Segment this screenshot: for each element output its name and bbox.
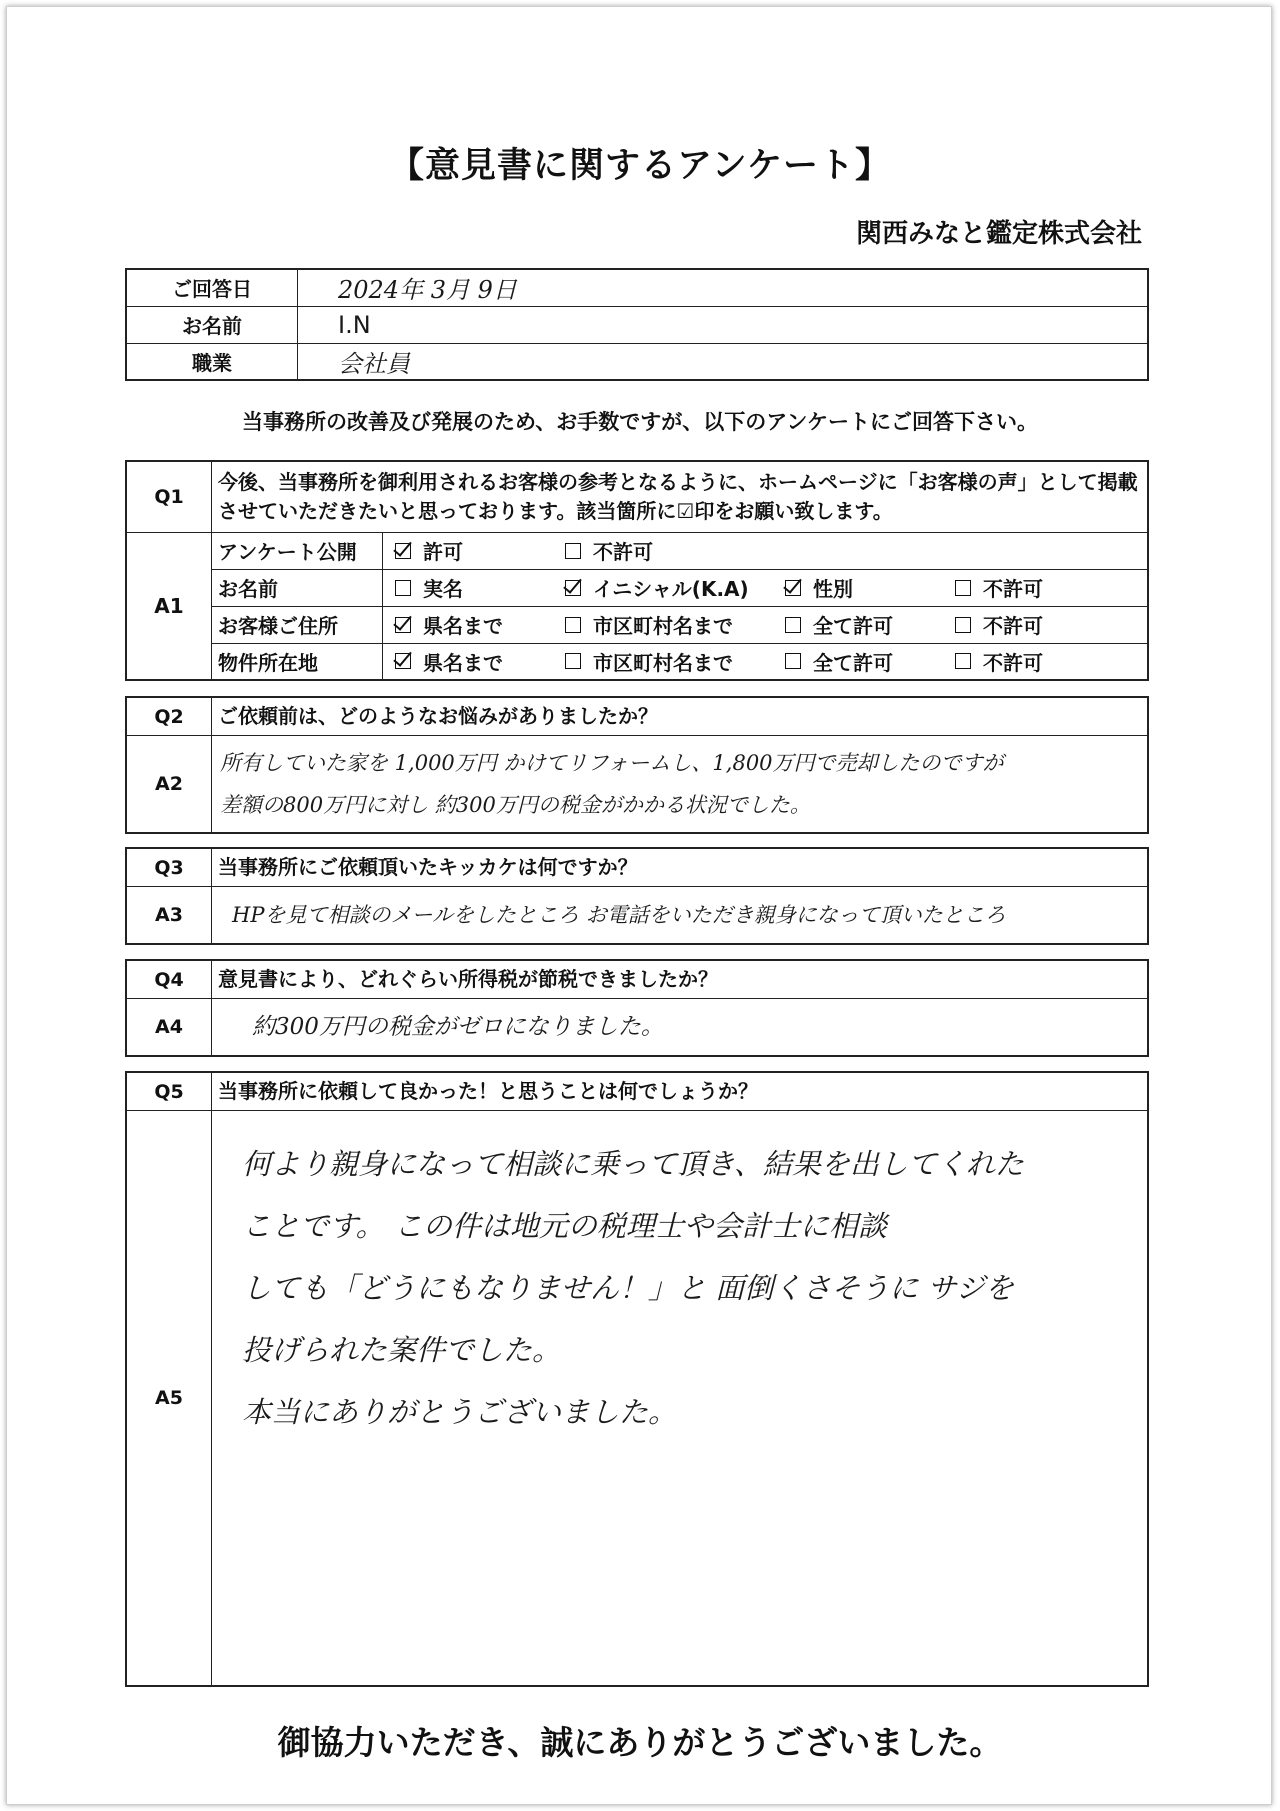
q2-question: ご依頼前は、どのようなお悩みがありましたか？ — [212, 697, 1149, 736]
q5-question: 当事務所に依頼して良かった！と思うことは何でしょうか？ — [212, 1072, 1149, 1111]
q2-table — [125, 696, 1149, 834]
a1-options: 県名まで 市区町村名まで 全て許可 不許可 — [383, 643, 1149, 680]
answer-line: 本当にありがとうございました。 — [242, 1395, 678, 1429]
date-value: 2024年 3月 9日 — [298, 269, 1149, 306]
respondent-info-table — [125, 268, 1149, 381]
q1-table — [125, 460, 1149, 681]
a1-row — [126, 532, 1148, 569]
answer-line: しても「どうにもなりません！」と 面倒くさそうに サジを — [242, 1271, 1014, 1305]
intro-text: 当事務所の改善及び発展のため、お手数ですが、以下のアンケートにご回答下さい。 — [242, 410, 1038, 434]
q5-label: Q5 — [126, 1072, 212, 1111]
a1-row — [126, 569, 1148, 606]
q1-question: 今後、当事務所を御利用されるお客様の参考となるように、ホームページに「お客様の声」として掲載させていただきたいと思っております。該当箇所に☑印をお願い致します。 — [212, 461, 1149, 532]
a1-options: 許可 不許可 — [383, 532, 1149, 569]
date-label: ご回答日 — [126, 269, 298, 306]
company-name: 関西みなと鑑定株式会社 — [855, 219, 1142, 249]
a1-category: アンケート公開 — [212, 532, 383, 569]
checkbox-checked-icon[interactable] — [565, 580, 581, 596]
checkbox-checked-icon[interactable] — [395, 653, 411, 669]
checkbox-icon[interactable] — [955, 580, 971, 596]
a2-label: A2 — [126, 736, 212, 834]
a2-answer — [212, 736, 1149, 834]
a1-category: お名前 — [212, 569, 383, 606]
answer-line: 差額の800万円に対し 約300万円の税金がかかる状況でした。 — [220, 793, 811, 817]
q1-label: Q1 — [126, 461, 212, 532]
a3-label: A3 — [126, 887, 212, 945]
checkbox-checked-icon[interactable] — [785, 580, 801, 596]
answer-line: ことです。 この件は地元の税理士や会計士に相談 — [242, 1209, 887, 1243]
name-value: I.N — [298, 306, 1149, 343]
a1-category: お客様ご住所 — [212, 606, 383, 643]
a1-options: 実名 イニシャル(K.A) 性別 不許可 — [383, 569, 1149, 606]
q3-label: Q3 — [126, 848, 212, 887]
q3-table — [125, 847, 1149, 945]
answer-line: 投げられた案件でした。 — [242, 1333, 562, 1367]
a5-answer — [212, 1111, 1149, 1686]
q5-table — [125, 1071, 1149, 1687]
a4-label: A4 — [126, 999, 212, 1057]
checkbox-checked-icon[interactable] — [395, 543, 411, 559]
answer-line: 所有していた家を 1,000万円 かけてリフォームし、1,800万円で売却したのですが — [220, 751, 1004, 775]
answer-line: 何より親身になって相談に乗って頂き、結果を出してくれた — [242, 1147, 1024, 1181]
a1-options: 県名まで 市区町村名まで 全て許可 不許可 — [383, 606, 1149, 643]
a1-row — [126, 643, 1148, 680]
a3-answer: HPを見て相談のメールをしたところ お電話をいただき親身になって頂いたところ — [212, 887, 1149, 945]
q4-question: 意見書により、どれぐらい所得税が節税できましたか？ — [212, 960, 1149, 999]
checkbox-checked-icon[interactable] — [395, 617, 411, 633]
a5-label: A5 — [126, 1111, 212, 1686]
checkbox-icon[interactable] — [565, 653, 581, 669]
checkbox-icon[interactable] — [565, 617, 581, 633]
q3-question: 当事務所にご依頼頂いたキッカケは何ですか？ — [212, 848, 1149, 887]
page-title: 【意見書に関するアンケート】 — [389, 146, 891, 186]
a1-category: 物件所在地 — [212, 643, 383, 680]
a1-label: A1 — [126, 532, 212, 680]
thank-you-footer: 御協力いただき、誠にありがとうございました。 — [277, 1723, 1003, 1762]
checkbox-icon[interactable] — [955, 653, 971, 669]
q4-table — [125, 959, 1149, 1057]
q2-label: Q2 — [126, 697, 212, 736]
job-value: 会社員 — [298, 343, 1149, 380]
checkbox-icon[interactable] — [785, 653, 801, 669]
job-label: 職業 — [126, 343, 298, 380]
checkbox-icon[interactable] — [955, 617, 971, 633]
q4-label: Q4 — [126, 960, 212, 999]
checkbox-icon[interactable] — [785, 617, 801, 633]
a4-answer: 約300万円の税金がゼロになりました。 — [212, 999, 1149, 1057]
name-label: お名前 — [126, 306, 298, 343]
checkbox-icon[interactable] — [565, 543, 581, 559]
a1-row — [126, 606, 1148, 643]
checkbox-icon[interactable] — [395, 580, 411, 596]
